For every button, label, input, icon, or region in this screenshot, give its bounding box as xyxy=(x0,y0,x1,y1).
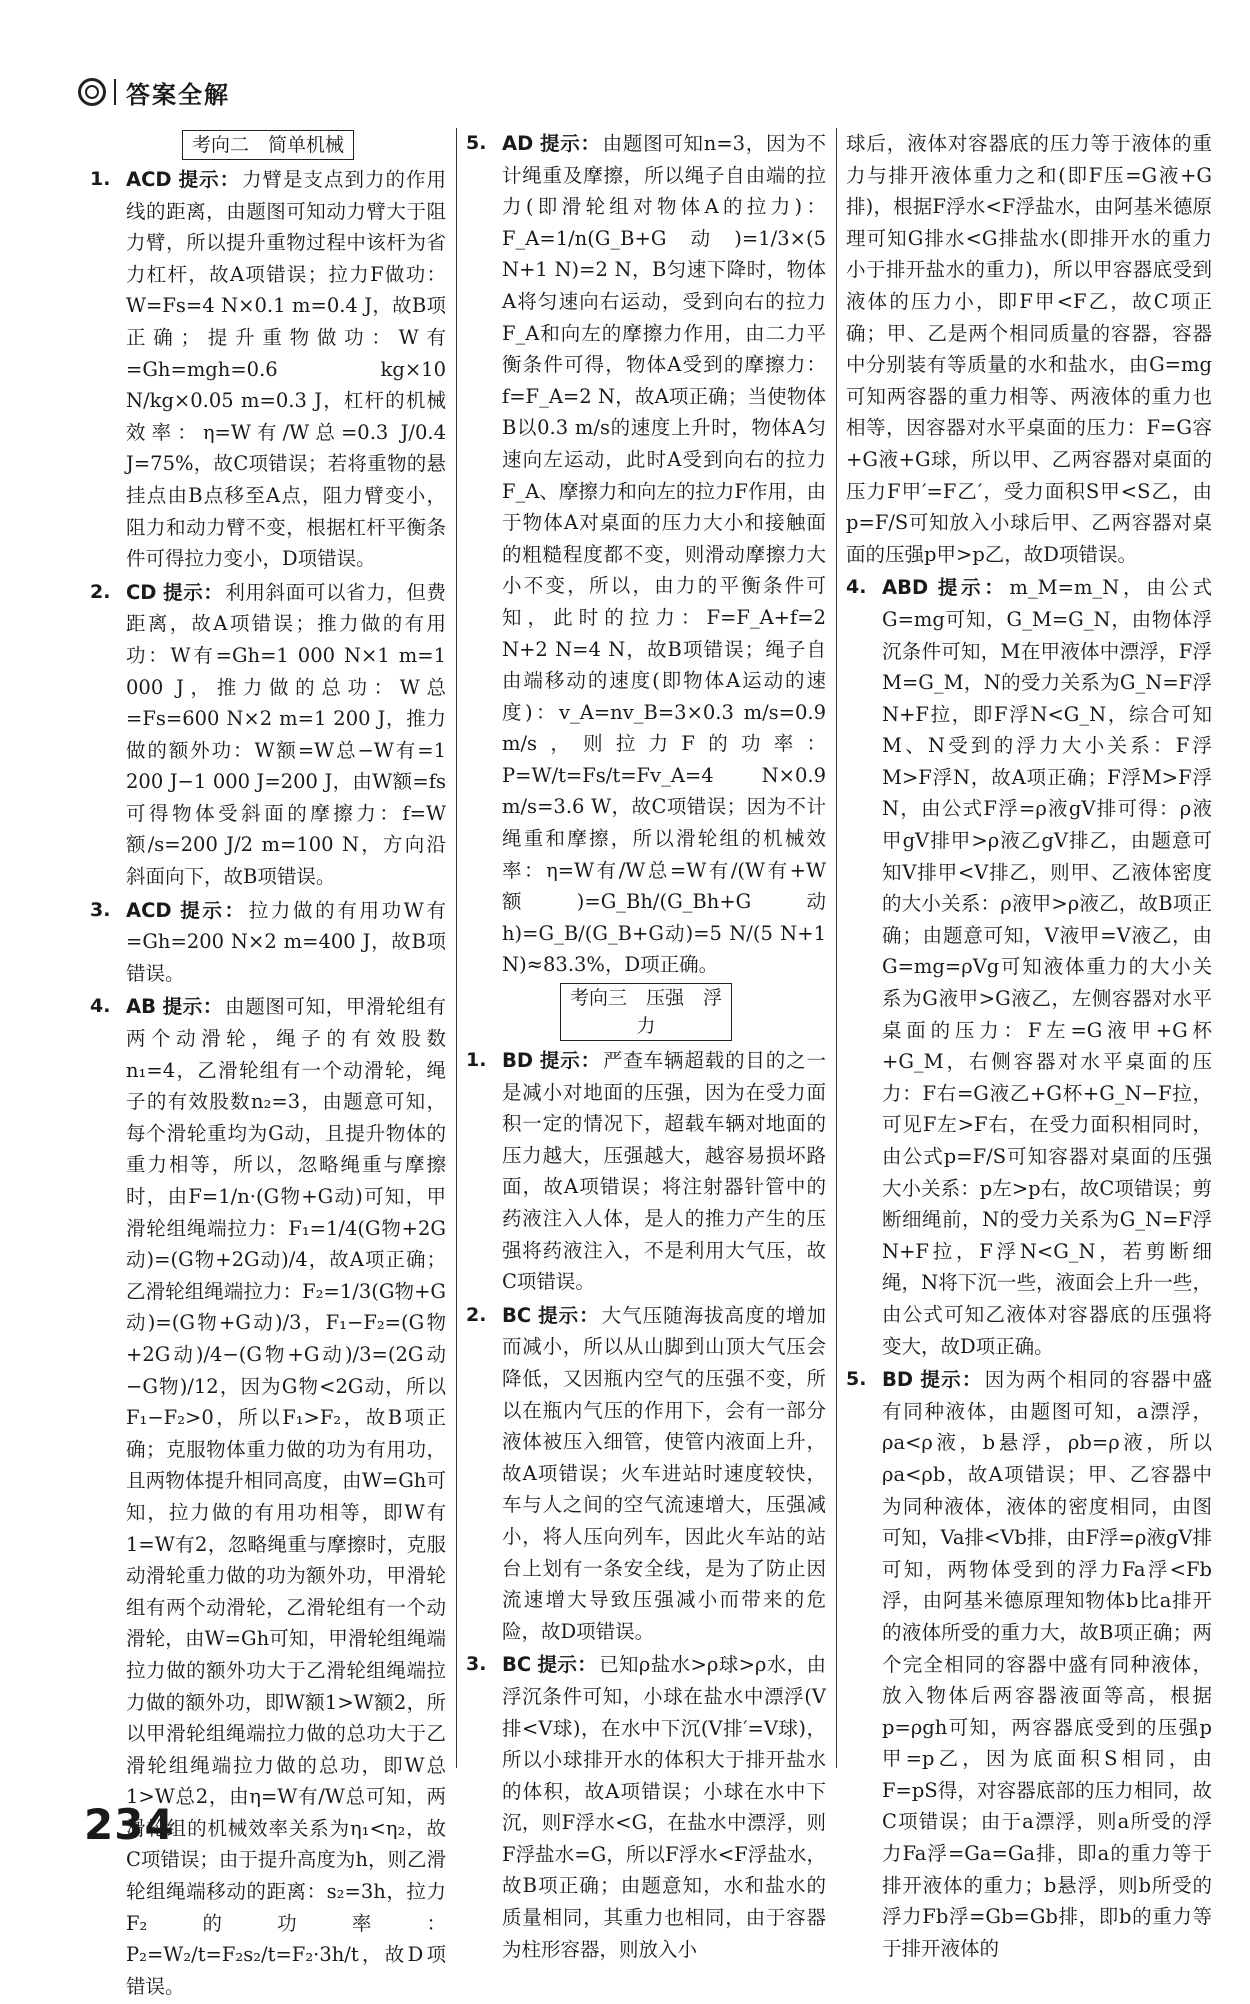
answer-item xyxy=(90,895,446,990)
answer-item xyxy=(466,1045,826,1298)
answer-item xyxy=(90,991,446,2002)
item-answer: BC xyxy=(502,1653,532,1677)
item-explanation: 因为两个相同的容器中盛有同种液体，由题图可知，a漂浮，ρa<ρ液，b悬浮，ρb=ρ液，所以ρa<ρb，故A项错误；甲、乙容器中为同种液体，液体的密度相同，由图可知，Va排<Vb排，由F浮=ρ液gV排可知，两物体受到的浮力Fa浮<Fb浮，由阿基米德原理知物体b比a排开的液体所受的重力大，故B项正确；两个完全相同的容器中盛有同种液体，放入物体后两容器液面等高，根据p=ρgh可知，两容器底受到的压强p甲=p乙，因为底面积S相同，由F=pS得，对容器底部的压力相同，故C项错误；由于a漂浮，则a所受的浮力Fa浮=Ga=Ga排，即a的重力等于排开液体的重力；b悬浮，则b所受的浮力Fb浮=Gb=Gb排，即b的重力等于排开液体的 xyxy=(882,1368,1212,1960)
item-hint-label: 提示： xyxy=(162,580,224,604)
page-number: 234 xyxy=(84,1800,175,1849)
item-explanation: 由题图可知n=3，因为不计绳重及摩擦，所以绳子自由端的拉力(即滑轮组对物体A的拉力)：F_A=1/n(G_B+G动)=1/3×(5 N+1 N)=2 N，B匀速下降时，物体A将匀速向右运动，受到向右的拉力F_A和向左的摩擦力作用，由二力平衡条件可得，物体A受到的摩擦力：f=F_A=2 N，故A项正确；当使物体B以0.3 m/s的速度上升时，物体A匀速向左运动，此时A受到向右的拉力F_A、摩擦力和向左的拉力F作用，由于物体A对桌面的压力大小和接触面的粗糙程度都不变，则滑动摩擦力大小不变，所以，由力的平衡条件可知，此时的拉力：F=F_A+f=2 N+2 N=4 N，故B项错误；绳子自由端移动的速度(即物体A运动的速度)：v_A=nv_B=3×0.3 m/s=0.9 m/s，则拉力F的功率：P=W/t=Fs/t=Fv_A=4 N×0.9 m/s=3.6 W，故C项错误；因为不计绳重和摩擦，所以滑轮组的机械效率：η=W有/W总=W有/(W有+W额)=G_Bh/(G_Bh+G动h)=G_B/(G_B+G动)=5 N/(5 N+1 N)≈83.3%，D项正确。 xyxy=(502,132,826,977)
item-number: 5. xyxy=(466,132,487,154)
item-answer: BD xyxy=(882,1368,914,1392)
section-title: 考向三 压强 浮力 xyxy=(560,983,732,1041)
item-hint-label: 提示： xyxy=(537,1653,598,1677)
item-number: 5. xyxy=(846,1368,867,1391)
item-hint-label: 提示： xyxy=(537,1303,600,1327)
item-explanation: 利用斜面可以省力，但费距离，故A项错误；推力做的有用功：W有=Gh=1 000 N×1 m=1 000 J，推力做的总功：W总=Fs=600 N×2 m=1 200 J，推力做的额外功：W额=W总−W有=1 200 J−1 000 J=200 J，由W额=fs可得物体受斜面的摩擦力：f=W额/s=200 J/2 m=100 N，方向沿斜面向下，故B项错误。 xyxy=(126,580,446,889)
item-hint-label: 提示： xyxy=(177,898,247,922)
item-hint-label: 提示： xyxy=(934,576,1008,600)
item-explanation: 拉力做的有用功W有=Gh=200 N×2 m=400 J，故B项错误。 xyxy=(126,898,446,985)
item-explanation: 严查车辆超载的目的之一是减小对地面的压强，因为在受力面积一定的情况下，超载车辆对地面的压力越大，压强越大，越容易损坏路面，故A项错误；将注射器针管中的药液注入人体，是人的推力产生的压强将药液注入，不是利用大气压，故C项错误。 xyxy=(502,1049,826,1294)
column-divider xyxy=(456,128,457,1768)
answer-item xyxy=(846,572,1212,1362)
page-header xyxy=(78,72,230,112)
answer-column-2 xyxy=(466,128,826,1967)
answer-item xyxy=(466,1649,826,1965)
item-number: 2. xyxy=(90,580,111,603)
item-number: 4. xyxy=(846,576,867,599)
header-divider xyxy=(114,79,116,105)
item-hint-label: 提示： xyxy=(919,1368,983,1392)
item-answer: ABD xyxy=(882,576,929,600)
item-number: 1. xyxy=(90,168,111,190)
item-answer: ACD xyxy=(126,898,172,922)
item-answer: AD xyxy=(502,132,534,155)
item-hint-label: 提示： xyxy=(177,168,241,191)
item-hint-label: 提示： xyxy=(539,132,601,155)
answer-item xyxy=(90,577,446,893)
column-divider xyxy=(836,128,837,1768)
answer-column-3 xyxy=(846,128,1212,1966)
answer-item xyxy=(846,1364,1212,1964)
header-title: 答案全解 xyxy=(126,80,230,109)
section-title: 考向二 简单机械 xyxy=(182,130,354,160)
item-hint-label: 提示： xyxy=(161,995,224,1019)
item-explanation: 力臂是支点到力的作用线的距离，由题图可知动力臂大于阻力臂，所以提升重物过程中该杆为省力杠杆，故A项错误；拉力F做功：W=Fs=4 N×0.1 m=0.4 J，故B项正确；提升重物做功：W有=Gh=mgh=0.6 kg×10 N/kg×0.05 m=0.3 J，杠杆的机械效率：η=W有/W总=0.3 J/0.4 J=75%，故C项错误；若将重物的悬挂点由B点移至A点，阻力臂变小，阻力和动力臂不变，根据杠杆平衡条件可得拉力变小，D项错误。 xyxy=(126,168,446,571)
item-number: 4. xyxy=(90,995,111,1018)
item-number: 3. xyxy=(90,898,111,921)
item-answer: BD xyxy=(502,1049,534,1073)
item-explanation: 大气压随海拔高度的增加而减小，所以从山脚到山顶大气压会降低，又因瓶内空气的压强不变，所以在瓶内气压的作用下，会有一部分液体被压入细管，使管内液面上升，故A项错误；火车进站时速度较快，车与人之间的空气流速增大，压强减小，将人压向列车，因此火车站的站台上划有一条安全线，是为了防止因流速增大导致压强减小而带来的危险，故D项错误。 xyxy=(502,1303,826,1643)
answer-item xyxy=(90,164,446,575)
answer-column-1 xyxy=(90,128,446,2004)
item-explanation: m_M=m_N，由公式G=mg可知，G_M=G_N，由物体浮沉条件可知，M在甲液体中漂浮，F浮M=G_M，N的受力关系为G_N=F浮N+F拉，即F浮N<G_N，综合可知M、N受到的浮力大小关系：F浮M>F浮N，故A项正确；F浮M>F浮N，由公式F浮=ρ液gV排可得：ρ液甲gV排甲>ρ液乙gV排乙，由题意可知V排甲<V排乙，则甲、乙液体密度的大小关系：ρ液甲>ρ液乙，故B项正确；由题意可知，V液甲=V液乙，由G=mg=ρVg可知液体重力的大小关系为G液甲>G液乙，左侧容器对水平桌面的压力：F左=G液甲+G杯+G_M，右侧容器对水平桌面的压力：F右=G液乙+G杯+G_N−F拉，可见F左>F右，在受力面积相同时，由公式p=F/S可知容器对桌面的压强大小关系：p左>p右，故C项错误；剪断细绳前，N的受力关系为G_N=F浮N+F拉，F浮N<G_N，若剪断细绳，N将下沉一些，液面会上升一些，由公式可知乙液体对容器底的压强将变大，故D项正确。 xyxy=(882,576,1212,1358)
item-explanation: 由题图可知，甲滑轮组有两个动滑轮，绳子的有效股数n₁=4，乙滑轮组有一个动滑轮，绳子的有效股数n₂=3，由题意可知，每个滑轮重均为G动，且提升物体的重力相等，所以，忽略绳重与摩擦时，由F=1/n·(G物+G动)可知，甲滑轮组绳端拉力：F₁=1/4(G物+2G动)=(G物+2G动)/4，故A项正确；乙滑轮组绳端拉力：F₂=1/3(G物+G动)=(G物+G动)/3，F₁−F₂=(G物+2G动)/4−(G物+G动)/3=(2G动−G物)/12，因为G物<2G动，所以F₁−F₂>0，所以F₁>F₂，故B项正确；克服物体重力做的功为有用功，且两物体提升相同高度，由W=Gh可知，拉力做的有用功相等，即W有1=W有2，忽略绳重与摩擦时，克服动滑轮重力做的功为额外功，甲滑轮组有两个动滑轮，乙滑轮组有一个动滑轮，由W=Gh可知，甲滑轮组绳端拉力做的额外功大于乙滑轮组绳端拉力做的额外功，即W额1>W额2，所以甲滑轮组绳端拉力做的总功大于乙滑轮组绳端拉力做的总功，即W总1>W总2，由η=W有/W总可知，两滑轮组的机械效率关系为η₁<η₂，故C项错误；由于提升高度为h，则乙滑轮组绳端移动的距离：s₂=3h，拉力F₂的功率：P₂=W₂/t=F₂s₂/t=F₂·3h/t，故D项错误。 xyxy=(126,995,446,1998)
answer-item xyxy=(466,128,826,981)
item-answer: CD xyxy=(126,580,157,604)
item-answer: AB xyxy=(126,995,156,1019)
publisher-logo-icon xyxy=(78,78,106,106)
item-answer: ACD xyxy=(126,168,172,191)
item-hint-label: 提示： xyxy=(539,1049,601,1073)
answer-item xyxy=(466,1300,826,1648)
item-number: 1. xyxy=(466,1049,487,1072)
item-number: 2. xyxy=(466,1303,487,1326)
item-number: 3. xyxy=(466,1653,487,1676)
item-explanation: 已知ρ盐水>ρ球>ρ水，由浮沉条件可知，小球在盐水中漂浮(V排<V球)，在水中下沉(V排′=V球)，所以小球排开水的体积大于排开盐水的体积，故A项错误；小球在水中下沉，则F浮水<G，在盐水中漂浮，则F浮盐水=G，所以F浮水<F浮盐水，故B项正确；由题意知，水和盐水的质量相同，其重力也相同，由于容器为柱形容器，则放入小 xyxy=(502,1653,826,1961)
answer-item-continued xyxy=(846,128,1212,570)
item-explanation: 球后，液体对容器底的压力等于液体的重力与排开液体重力之和(即F压=G液+G排)，根据F浮水<F浮盐水，由阿基米德原理可知G排水<G排盐水(即排开水的重力小于排开盐水的重力)，所以甲容器底受到液体的压力小，即F甲<F乙，故C项正确；甲、乙是两个相同质量的容器，容器中分别装有等质量的水和盐水，由G=mg可知两容器的重力相等、两液体的重力也相等，因容器对水平桌面的压力：F=G容+G液+G球，所以甲、乙两容器对桌面的压力F甲′=F乙′，受力面积S甲<S乙，由p=F/S可知放入小球后甲、乙两容器对桌面的压强p甲>p乙，故D项错误。 xyxy=(846,132,1212,566)
item-answer: BC xyxy=(502,1303,532,1327)
